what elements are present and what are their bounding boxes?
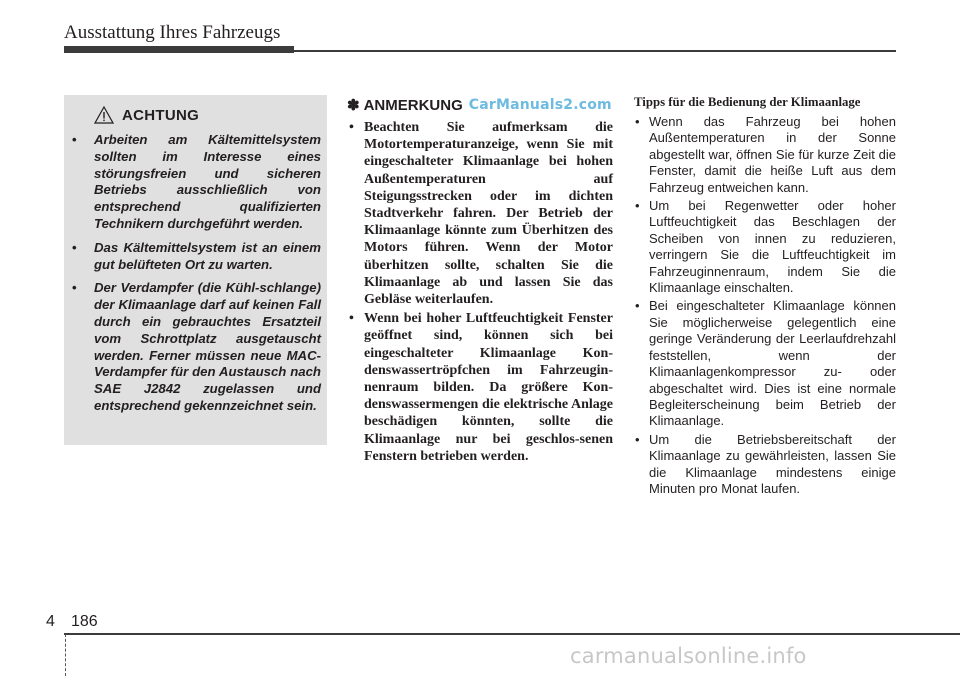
footer-rule [64, 633, 960, 635]
note-star-icon: ✽ [347, 97, 360, 114]
note-section [347, 94, 613, 467]
warning-box [64, 95, 327, 445]
warning-item: • Das Kältemittelsystem ist an einem gut belüfteten Ort zu warten. [70, 240, 321, 274]
tips-list [634, 114, 896, 497]
footer-watermark: carmanualsonline.info [570, 644, 807, 668]
note-item: • Beachten Sie aufmerksam die Motortemperaturanzeige, wenn Sie mit eingeschalteter Klimaanlage bei hohen Außentemperaturen auf Steigungsstrecken oder im dichten Stadtverkehr fahren. Der Betrieb der Klimaanlage könnte zum Überhitzen des Motors führen. Wenn der Motor überhitzen sollte, schalten Sie die Klimaanlage ab und lassen Sie das Gebläse weiterlaufen. [347, 119, 613, 308]
tips-section [634, 95, 896, 499]
footer-dashed-line [65, 634, 66, 676]
tips-item: • Bei eingeschalteter Klimaanlage können Sie möglicherweise gelegentlich eine geringe Veränderung der Leerlaufdrehzahl feststellen, wenn der Klimaanlagenkompressor zu- oder abgeschaltet wird. Dies ist eine normale Begleiterscheinung beim Betrieb der Klimaanlage. [634, 298, 896, 429]
chapter-number: 4 [46, 613, 55, 630]
warning-item: • Arbeiten am Kältemittelsystem sollten im Interesse eines störungsfreien und sicheren Betriebs ausschließlich von entsprechend qualifizierten Technikern durchgeführt werden. [70, 132, 321, 233]
warning-title: ACHTUNG [122, 106, 200, 124]
tips-item: • Um bei Regenwetter oder hoher Luftfeuchtigkeit das Beschlagen der Scheiben von innen zu reduzieren, verringern Sie die Luftfeuchtigkeit im Fahrzeuginnenraum, indem Sie die Klimaanlage einschalten. [634, 198, 896, 296]
header-rule-thick [64, 46, 294, 53]
warning-header [94, 104, 321, 126]
header-rule-thin [294, 50, 896, 52]
page-header-title: Ausstattung Ihres Fahrzeugs [64, 22, 281, 43]
note-item: • Wenn bei hoher Luftfeuchtigkeit Fenster geöffnet sind, können sich bei eingeschalteter Klimaanlage Kon-denswassertröpfchen im Fahrzeugin-nenraum bilden. Da größere Kon-denswassermengen die elektrische Anlage beschädigen könnten, sollte die Klimaanlage nur bei geschlos-senen Fenstern betrieben werden. [347, 310, 613, 465]
warning-list [70, 132, 321, 415]
tips-item: • Um die Betriebsbereitschaft der Klimaanlage zu gewährleisten, lassen Sie die Klimaanlage mindestens einige Minuten pro Monat laufen. [634, 432, 896, 498]
tips-item: • Wenn das Fahrzeug bei hohen Außentemperaturen in der Sonne abgestellt war, öffnen Sie für kurze Zeit die Fenster, damit die heiße Luft aus dem Fahrzeug entweichen kann. [634, 114, 896, 196]
note-title: ANMERKUNG [363, 96, 463, 114]
note-list [347, 119, 613, 465]
note-header [347, 94, 613, 116]
warning-item: • Der Verdampfer (die Kühl-schlange) der Klimaanlage darf auf keinen Fall durch ein gebrauchtes Ersatzteil vom Schrottplatz ausgetauscht werden. Ferner müssen neue MAC-Verdampfer für den Austausch nach SAE J2842 zugelassen und entsprechend gekennzeichnet sein. [70, 280, 321, 414]
watermark-link[interactable]: CarManuals2.com [468, 97, 612, 113]
tips-title: Tipps für die Bedienung der Klimaanlage [634, 95, 861, 109]
warning-triangle-icon [94, 106, 114, 124]
page-number: 186 [71, 613, 98, 630]
